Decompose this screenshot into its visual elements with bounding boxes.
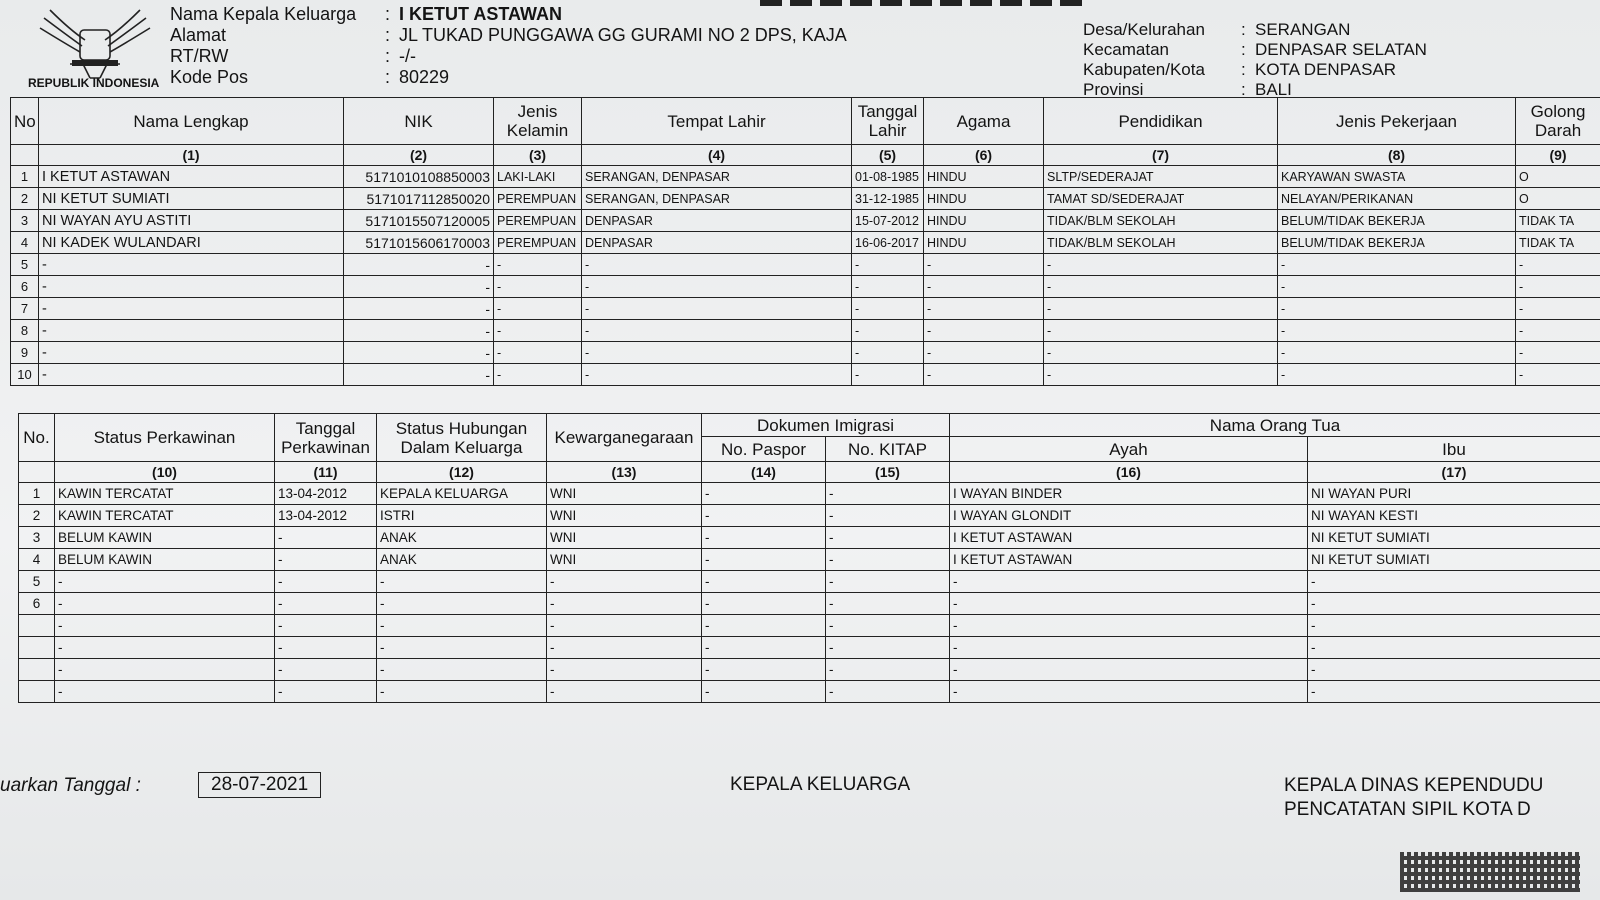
table-cell: - (826, 637, 950, 659)
table-row (19, 527, 1600, 549)
column-header: Status Perkawinan (55, 414, 275, 462)
column-header: No (11, 98, 39, 145)
table-cell: 5171017112850020 (344, 188, 494, 210)
table-cell: 3 (19, 527, 55, 549)
table-cell: I KETUT ASTAWAN (39, 166, 344, 188)
table-cell: HINDU (924, 210, 1044, 232)
table-cell: SERANGAN, DENPASAR (582, 188, 852, 210)
column-header: Tempat Lahir (582, 98, 852, 145)
table-cell: HINDU (924, 188, 1044, 210)
table-cell: - (826, 549, 950, 571)
column-header: Golong Darah (1516, 98, 1600, 145)
table-cell: PEREMPUAN (494, 232, 582, 254)
table-cell: - (924, 276, 1044, 298)
header-left (170, 4, 847, 88)
table-row (11, 298, 1600, 320)
column-group-header: Nama Orang Tua (950, 414, 1600, 437)
table-cell: - (39, 320, 344, 342)
table-cell: 2 (11, 188, 39, 210)
table-cell: PEREMPUAN (494, 210, 582, 232)
table-cell: - (826, 483, 950, 505)
table-cell: - (1044, 276, 1278, 298)
table-cell: - (275, 637, 377, 659)
column-header: Ibu (1308, 437, 1600, 462)
table-cell: - (702, 593, 826, 615)
table-cell: - (547, 637, 702, 659)
table-cell: 01-08-1985 (852, 166, 924, 188)
table-cell: - (1044, 364, 1278, 386)
column-number: (7) (1044, 145, 1278, 166)
table-cell: - (852, 320, 924, 342)
table-cell: - (826, 571, 950, 593)
column-number: (2) (344, 145, 494, 166)
table-cell: WNI (547, 549, 702, 571)
header-row-nama-kepala: Nama Kepala Keluarga : I KETUT ASTAWAN (170, 4, 562, 24)
table-row (19, 483, 1600, 505)
table-cell: - (39, 364, 344, 386)
table-cell: 5171015606170003 (344, 232, 494, 254)
column-number: (8) (1278, 145, 1516, 166)
table-cell: - (55, 659, 275, 681)
table-cell: - (950, 571, 1308, 593)
table-cell: - (852, 276, 924, 298)
table-row (11, 166, 1600, 188)
field-value: 80229 (399, 67, 450, 87)
column-number (19, 462, 55, 483)
field-value: KOTA DENPASAR (1255, 60, 1397, 79)
field-label: Kecamatan (1083, 40, 1169, 59)
table-cell: - (1044, 320, 1278, 342)
column-header: Jenis Kelamin (494, 98, 582, 145)
table-cell: - (1516, 342, 1600, 364)
table-cell: NI WAYAN AYU ASTITI (39, 210, 344, 232)
table-row (11, 342, 1600, 364)
table-cell: WNI (547, 527, 702, 549)
header-row-kecamatan: Kecamatan : DENPASAR SELATAN (1083, 40, 1427, 59)
table-cell: - (1308, 637, 1600, 659)
table-cell: - (826, 615, 950, 637)
table-cell: KEPALA KELUARGA (377, 483, 547, 505)
column-number: (16) (950, 462, 1308, 483)
table-cell: NI KADEK WULANDARI (39, 232, 344, 254)
table-cell: - (582, 364, 852, 386)
table-cell: - (826, 505, 950, 527)
table-cell: 8 (11, 320, 39, 342)
table-cell: - (702, 505, 826, 527)
table-cell: - (852, 254, 924, 276)
table-cell: 9 (11, 342, 39, 364)
table-cell: - (950, 681, 1308, 703)
table-cell: NI KETUT SUMIATI (39, 188, 344, 210)
table-cell: - (377, 637, 547, 659)
column-header: Status Hubungan Dalam Keluarga (377, 414, 547, 462)
column-group-header: Dokumen Imigrasi (702, 414, 950, 437)
table-row (11, 320, 1600, 342)
table-cell: - (826, 593, 950, 615)
table-cell: - (582, 342, 852, 364)
column-header: No. (19, 414, 55, 462)
table-cell: - (275, 571, 377, 593)
table-cell: - (1308, 659, 1600, 681)
table-cell: - (55, 571, 275, 593)
table-cell: 2 (19, 505, 55, 527)
table-cell: - (1278, 364, 1516, 386)
table-cell: ANAK (377, 549, 547, 571)
table-cell: I WAYAN BINDER (950, 483, 1308, 505)
table-cell: - (950, 615, 1308, 637)
table-cell: - (950, 637, 1308, 659)
table-cell: - (275, 549, 377, 571)
table-cell: HINDU (924, 232, 1044, 254)
table-cell: WNI (547, 483, 702, 505)
table-cell: - (826, 527, 950, 549)
table-cell: BELUM/TIDAK BEKERJA (1278, 210, 1516, 232)
table-cell: SERANGAN, DENPASAR (582, 166, 852, 188)
table-cell: NI WAYAN KESTI (1308, 505, 1600, 527)
table-cell: BELUM KAWIN (55, 527, 275, 549)
table-cell: 5171015507120005 (344, 210, 494, 232)
table-cell: NI KETUT SUMIATI (1308, 527, 1600, 549)
table-cell: - (377, 571, 547, 593)
table-cell: - (494, 364, 582, 386)
table-cell: - (924, 254, 1044, 276)
column-number: (17) (1308, 462, 1600, 483)
table-cell (19, 681, 55, 703)
header-row-kode-pos: Kode Pos : 80229 (170, 67, 450, 87)
table-cell: - (924, 342, 1044, 364)
table-cell: - (1278, 254, 1516, 276)
field-label: Provinsi (1083, 80, 1144, 99)
table-cell: PEREMPUAN (494, 188, 582, 210)
table-cell: - (702, 483, 826, 505)
field-label: Alamat (170, 25, 227, 45)
table-cell: KAWIN TERCATAT (55, 483, 275, 505)
table-cell: - (582, 298, 852, 320)
issued-date-value: 28-07-2021 (198, 772, 321, 798)
table-cell: I KETUT ASTAWAN (950, 549, 1308, 571)
table-cell: 10 (11, 364, 39, 386)
column-number: (5) (852, 145, 924, 166)
table-cell: - (702, 681, 826, 703)
table-cell: - (702, 549, 826, 571)
table-row (11, 210, 1600, 232)
table-cell: I WAYAN GLONDIT (950, 505, 1308, 527)
table-cell: TIDAK/BLM SEKOLAH (1044, 232, 1278, 254)
table-cell: - (275, 593, 377, 615)
table-cell: 5 (11, 254, 39, 276)
table-cell: - (494, 320, 582, 342)
table-cell: - (1278, 276, 1516, 298)
table-row (19, 637, 1600, 659)
field-value: I KETUT ASTAWAN (399, 4, 562, 24)
table-cell: - (547, 659, 702, 681)
column-header: Agama (924, 98, 1044, 145)
table-cell: - (1044, 342, 1278, 364)
table-cell: ANAK (377, 527, 547, 549)
table-cell: - (494, 342, 582, 364)
table-row (19, 571, 1600, 593)
field-value: DENPASAR SELATAN (1255, 40, 1427, 59)
table-cell: KARYAWAN SWASTA (1278, 166, 1516, 188)
kepala-keluarga-signature-label: KEPALA KELUARGA (730, 774, 911, 795)
table-cell: - (582, 320, 852, 342)
table-cell: - (702, 527, 826, 549)
table-cell: - (547, 615, 702, 637)
table-cell: - (344, 276, 494, 298)
table-header-row (19, 414, 1600, 437)
table-cell: - (377, 615, 547, 637)
table-cell: - (702, 659, 826, 681)
table-row (19, 659, 1600, 681)
table-cell (19, 659, 55, 681)
table-cell: - (39, 342, 344, 364)
qr-code-icon (1400, 852, 1580, 892)
field-value: JL TUKAD PUNGGAWA GG GURAMI NO 2 DPS, KAJA (399, 25, 847, 45)
table-cell: NI KETUT SUMIATI (1308, 549, 1600, 571)
table-cell: - (1308, 593, 1600, 615)
table-cell: 13-04-2012 (275, 505, 377, 527)
table-cell: - (1516, 298, 1600, 320)
table-cell: - (39, 254, 344, 276)
table-row (11, 254, 1600, 276)
field-label: Desa/Kelurahan (1083, 20, 1205, 39)
dinas-signature-label (1284, 774, 1543, 822)
table-cell: NELAYAN/PERIKANAN (1278, 188, 1516, 210)
table-cell: 7 (11, 298, 39, 320)
table-cell: KAWIN TERCATAT (55, 505, 275, 527)
table-cell: O (1516, 166, 1600, 188)
table-cell: - (702, 571, 826, 593)
table-cell: - (55, 681, 275, 703)
table-cell: I KETUT ASTAWAN (950, 527, 1308, 549)
table-cell: - (377, 659, 547, 681)
marital-parents-table (18, 413, 1600, 703)
table-cell: - (852, 342, 924, 364)
column-header: Tanggal Perkawinan (275, 414, 377, 462)
column-header: Nama Lengkap (39, 98, 344, 145)
column-header: No. KITAP (826, 437, 950, 462)
table-cell: - (582, 276, 852, 298)
table-cell: 31-12-1985 (852, 188, 924, 210)
family-members-table (10, 97, 1600, 386)
header-row-kabupaten: Kabupaten/Kota : KOTA DENPASAR (1083, 60, 1397, 79)
table-cell: - (826, 681, 950, 703)
table-cell: - (924, 364, 1044, 386)
table-row (19, 615, 1600, 637)
table-cell: 4 (19, 549, 55, 571)
table-cell: HINDU (924, 166, 1044, 188)
column-header: Kewarganegaraan (547, 414, 702, 462)
table-cell: - (344, 364, 494, 386)
table-cell: - (826, 659, 950, 681)
table-cell: - (275, 527, 377, 549)
table-cell: - (1044, 254, 1278, 276)
table-cell: 3 (11, 210, 39, 232)
header-row-provinsi: Provinsi : BALI (1083, 80, 1292, 99)
header-row-alamat: Alamat : JL TUKAD PUNGGAWA GG GURAMI NO 2 DPS, KAJA (170, 25, 847, 45)
table-cell (19, 615, 55, 637)
table-cell: - (924, 320, 1044, 342)
issued-date-label: uarkan Tanggal : (0, 775, 141, 796)
field-label: RT/RW (170, 46, 229, 66)
table-cell: 1 (19, 483, 55, 505)
field-label: Nama Kepala Keluarga (170, 4, 357, 24)
column-number: (14) (702, 462, 826, 483)
table-cell: LAKI-LAKI (494, 166, 582, 188)
table-cell: 6 (11, 276, 39, 298)
table-cell: 4 (11, 232, 39, 254)
table-cell: 16-06-2017 (852, 232, 924, 254)
field-value: BALI (1255, 80, 1292, 99)
column-header: No. Paspor (702, 437, 826, 462)
table-cell: - (275, 681, 377, 703)
column-number: (4) (582, 145, 852, 166)
table-cell: - (1308, 681, 1600, 703)
field-value: -/- (399, 46, 416, 66)
table-cell: - (950, 593, 1308, 615)
table-cell: TIDAK TA (1516, 232, 1600, 254)
column-number-row (11, 145, 1600, 166)
field-value: SERANGAN (1255, 20, 1351, 39)
table-cell: - (55, 637, 275, 659)
table-cell: BELUM KAWIN (55, 549, 275, 571)
table-cell: DENPASAR (582, 210, 852, 232)
table-cell: 6 (19, 593, 55, 615)
table-cell: - (39, 298, 344, 320)
table-cell: - (1278, 298, 1516, 320)
table-cell: - (702, 637, 826, 659)
column-header: NIK (344, 98, 494, 145)
table-cell: NI WAYAN PURI (1308, 483, 1600, 505)
table-cell: - (1516, 364, 1600, 386)
table-cell: O (1516, 188, 1600, 210)
table-cell: 5 (19, 571, 55, 593)
column-number: (12) (377, 462, 547, 483)
table-cell: 5171010108850003 (344, 166, 494, 188)
table-cell: - (494, 276, 582, 298)
column-number: (6) (924, 145, 1044, 166)
column-header: Jenis Pekerjaan (1278, 98, 1516, 145)
table-cell: TAMAT SD/SEDERAJAT (1044, 188, 1278, 210)
table-row (11, 188, 1600, 210)
column-number: (9) (1516, 145, 1600, 166)
table-cell: - (377, 593, 547, 615)
table-header-row (11, 98, 1600, 145)
table-cell: - (1308, 615, 1600, 637)
table-cell: - (39, 276, 344, 298)
table-cell: - (547, 681, 702, 703)
table-cell: - (1278, 342, 1516, 364)
column-number-row (19, 462, 1600, 483)
table-cell: - (852, 298, 924, 320)
table-row (11, 364, 1600, 386)
table-cell (19, 637, 55, 659)
table-cell: - (1044, 298, 1278, 320)
table-cell: WNI (547, 505, 702, 527)
table-cell: - (1516, 320, 1600, 342)
table-cell: - (1278, 320, 1516, 342)
table-row (11, 276, 1600, 298)
field-label: Kode Pos (170, 67, 249, 87)
column-number: (3) (494, 145, 582, 166)
table-cell: TIDAK TA (1516, 210, 1600, 232)
table-cell: ISTRI (377, 505, 547, 527)
column-number: (1) (39, 145, 344, 166)
table-cell: - (852, 364, 924, 386)
emblem-label: REPUBLIK INDONESIA (28, 76, 160, 90)
table-cell: - (494, 254, 582, 276)
field-label: Kabupaten/Kota (1083, 60, 1205, 79)
table-row (19, 549, 1600, 571)
table-cell: - (1516, 254, 1600, 276)
header-right (1083, 20, 1427, 100)
table-cell: 1 (11, 166, 39, 188)
table-cell: SLTP/SEDERAJAT (1044, 166, 1278, 188)
table-row (19, 505, 1600, 527)
table-row (11, 232, 1600, 254)
column-header: Ayah (950, 437, 1308, 462)
table-cell: - (55, 593, 275, 615)
column-number: (13) (547, 462, 702, 483)
table-cell: - (1516, 276, 1600, 298)
table-cell: BELUM/TIDAK BEKERJA (1278, 232, 1516, 254)
table-cell: - (702, 615, 826, 637)
table-cell: - (275, 615, 377, 637)
column-number: (15) (826, 462, 950, 483)
table-cell: - (924, 298, 1044, 320)
table-cell: - (275, 659, 377, 681)
table-cell: - (582, 254, 852, 276)
header-row-desa: Desa/Kelurahan : SERANGAN (1083, 20, 1351, 39)
table-cell: - (344, 320, 494, 342)
column-header: Tanggal Lahir (852, 98, 924, 145)
column-number: (10) (55, 462, 275, 483)
table-cell: 15-07-2012 (852, 210, 924, 232)
table-cell: - (344, 298, 494, 320)
table-cell: - (344, 254, 494, 276)
table-cell: - (547, 593, 702, 615)
table-cell: - (950, 659, 1308, 681)
table-cell: - (55, 615, 275, 637)
table-cell: - (344, 342, 494, 364)
table-cell: TIDAK/BLM SEKOLAH (1044, 210, 1278, 232)
dinas-line-2: PENCATATAN SIPIL KOTA D (1284, 799, 1531, 820)
table-row (19, 681, 1600, 703)
table-row (19, 593, 1600, 615)
header-row-rtrw: RT/RW : -/- (170, 46, 416, 66)
dinas-line-1: KEPALA DINAS KEPENDUDU (1284, 775, 1544, 796)
column-number: (11) (275, 462, 377, 483)
table-cell: - (547, 571, 702, 593)
table-cell: 13-04-2012 (275, 483, 377, 505)
column-header: Pendidikan (1044, 98, 1278, 145)
table-cell: - (377, 681, 547, 703)
table-cell: - (494, 298, 582, 320)
table-cell: - (1308, 571, 1600, 593)
table-cell: DENPASAR (582, 232, 852, 254)
column-number (11, 145, 39, 166)
